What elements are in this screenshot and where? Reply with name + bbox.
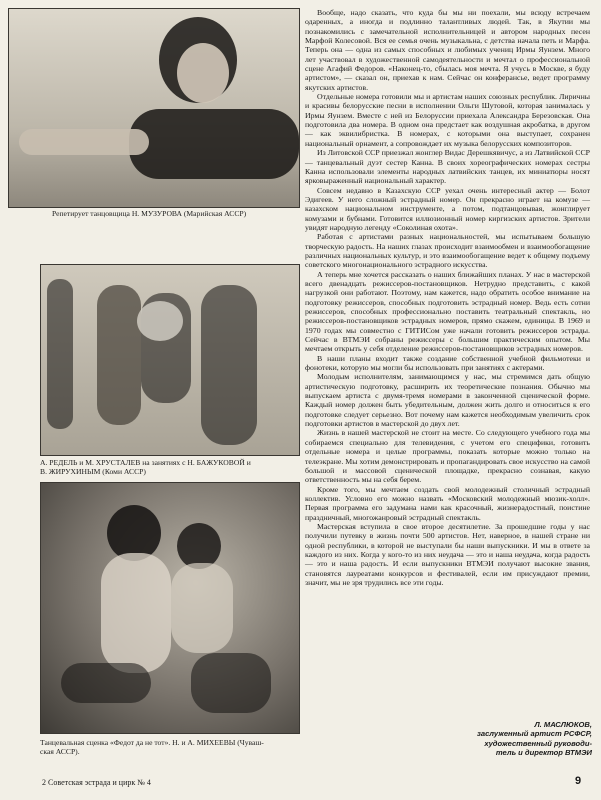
author-title-line3: тель и директор ВТМЭИ xyxy=(495,748,592,758)
article-paragraph: Кроме того, мы мечтаем создать свой молодежный столичный эстрадный коллектив. Условно его можно назвать «Московский молодежный мюзик-холл». Первая программа его задумана нами как красочный, жизнерадостный, поистине праздничный, многожанровый эстрадный спектакль. xyxy=(305,484,590,522)
photo2-caption-line2: В. ЖИРУХИНЫМ (Коми АССР) xyxy=(40,467,146,477)
photo2-caption-line1: А. РЕДЕЛЬ и М. ХРУСТАЛЕВ на занятиях с Н. БАЖУКОВОЙ и xyxy=(40,458,251,467)
page-number: 9 xyxy=(575,775,582,787)
article-paragraph: В наши планы входит также создание собственной учебной фильмотеки и фонотеки, которую мы могли бы использовать при занятиях с актерами. xyxy=(305,353,590,373)
photo-dance-class-komi xyxy=(40,264,300,456)
author-title-line2: художественный руководи- xyxy=(484,738,592,748)
author-signature xyxy=(420,720,592,758)
article-paragraph: Отдельные номера готовили мы и артистам наших союзных республик. Лиричны и красивы белорусские песни в исполнении Ольги Шутовой, которая занималась у Ирмы Яунзем. Вместе с ней из Белоруссии приехала Александра Березовская. Она подготовила два номера. В одном она предстает как воздушная акробатка, в другом — как эквилибристка. В номерах, с которыми она выступает, сохранен национальный орнамент, а сопровождает их музыка белорусских композиторов. xyxy=(305,92,590,148)
photo3-caption-line1: Танцевальная сценка «Федот да не тот». Н. и А. МИХЕЕВЫ (Чуваш- xyxy=(40,738,264,747)
footer-publication-info: 2 Советская эстрада и цирк № 4 xyxy=(42,778,151,787)
author-name: Л. МАСЛЮКОВ, xyxy=(534,720,592,729)
article-paragraph: Совсем недавно в Казахскую ССР уехал очень интересный актер — Болот Эдигеев. У него сложный эстрадный номер. Он прекрасно играет на комузе — казахском национальном инструменте, а потом, подтанцовывая, жонглирует комузами и бубнами. Готовится иллюзионный номер киргизских артистов. Зрители увидят народную легенду «Соколиная охота». xyxy=(305,185,590,232)
article-text xyxy=(305,8,590,587)
article-paragraph: Молодым исполнителям, занимающимся у нас, мы стремимся дать общую артистическую подготовку, расширить их теоретические познания. Обычно мы выпускаем артиста с двумя-тремя номерами в законченной сценической форме. Каждый номер должен быть убедительным, должен жить долго и относиться к его подготовке следует серьезно. Вот почему нам кажется необходимым увеличить срок подготовки артистов в мастерской до двух лет. xyxy=(305,372,590,429)
photo-mikheevs-dance xyxy=(40,482,300,734)
author-title-line1: заслуженный артист РСФСР, xyxy=(476,729,592,739)
article-paragraph: Работая с артистами разных национальностей, мы испытываем большую творческую радость. На наших глазах происходит взаимообмен и взаимообогащение различных национальных культур, и это взаимообогащение ведет к общему подъему советского многонационального эстрадного искусства. xyxy=(305,232,590,270)
article-paragraph: Вообще, надо сказать, что куда бы мы ни поехали, мы всюду встречаем одаренных, а иногда и подлинно талантливых людей. Так, в Якутии мы познакомились с замечательной исполнительницей и автором народных песен Марфой Колесовой. Вся ее семья очень музыкальна, с детства начала петь и Марфа. Теперь она — одна из самых способных и любимых учениц Ирмы Яунзем. Много лет участвовал в художественной самодеятельности и мечтал о профессиональной сцене Агафий Федоров. «Наконец-то, сбылась моя мечта. Я учусь в Москве, я буду артистом», — сказал он, приехав к нам. Сейчас он конферансье, ведет программу якутских артистов. xyxy=(305,8,590,92)
article-paragraph: Из Литовской ССР приезжал жонглер Видас Дерешкявичус, а из Латвийской ССР — танцевальный дуэт сестер Канна. В своих хореографических номерах сестры Канна использовали элементы народных латвийских танцев, их миниатюры носят ярковыраженный национальный характер. xyxy=(305,148,590,186)
article-paragraph: А теперь мне хочется рассказать о наших ближайших планах. У нас в мастерской всего двенадцать режиссеров-постановщиков. Нетрудно представить, с какой нагрузкой они работают. Поэтому, нам кажется, надо обратить особое внимание на подготовку режиссеров, способных подготовить эстрадный номер. Ведь есть сотни режиссеров, способных профессионально поставить театральный спектакль, но режиссеров-постановщиков эстрадных номеров, прямо скажем, единицы. В 1969 и 1970 годах мы совместно с ГИТИСом уже начали готовить режиссеров эстрады. Сейчас в ВТМЭИ собраны режиссеры с большим практическим опытом. Мы мечтаем открыть у себя отделение режиссеров-постановщиков эстрадных номеров. xyxy=(305,269,590,354)
photo-dancer-muzurova xyxy=(8,8,300,208)
article-paragraph: Мастерская вступила в свое второе десятилетие. За прошедшие годы у нас получили путевку в жизнь почти 500 артистов. Нет, наверное, в нашей стране ни одной республики, в которой не выступали бы наши выпускники. И мы в ответе за каждого из них. Когда у кого-то из них неудача — это и наша неудача, когда радость — это и наша радость. И если выпускники ВТМЭИ получают высокие звания, становятся лауреатами конкурсов и фестивалей, если им присуждают премии, значит, мы не зря трудились все эти годы. xyxy=(305,521,590,587)
photo3-caption-line2: ская АССР). xyxy=(40,747,80,757)
article-paragraph: Жизнь в нашей мастерской не стоит на месте. Со следующего учебного года мы собираемся специально для телевидения, с учетом его специфики, готовить отдельные номера и целые программы, показать которые можно только на телеэкране. Мы хотим демонстрировать и пропагандировать свое искусство на самой большой и массовой сценической площадке, прекрасно сознавая, какую ответственность мы на себя берем. xyxy=(305,428,590,485)
photo3-caption xyxy=(40,738,302,757)
photo1-caption: Репетирует танцовщица Н. МУЗУРОВА (Марийская АССР) xyxy=(52,209,247,218)
photo2-caption xyxy=(40,458,302,477)
